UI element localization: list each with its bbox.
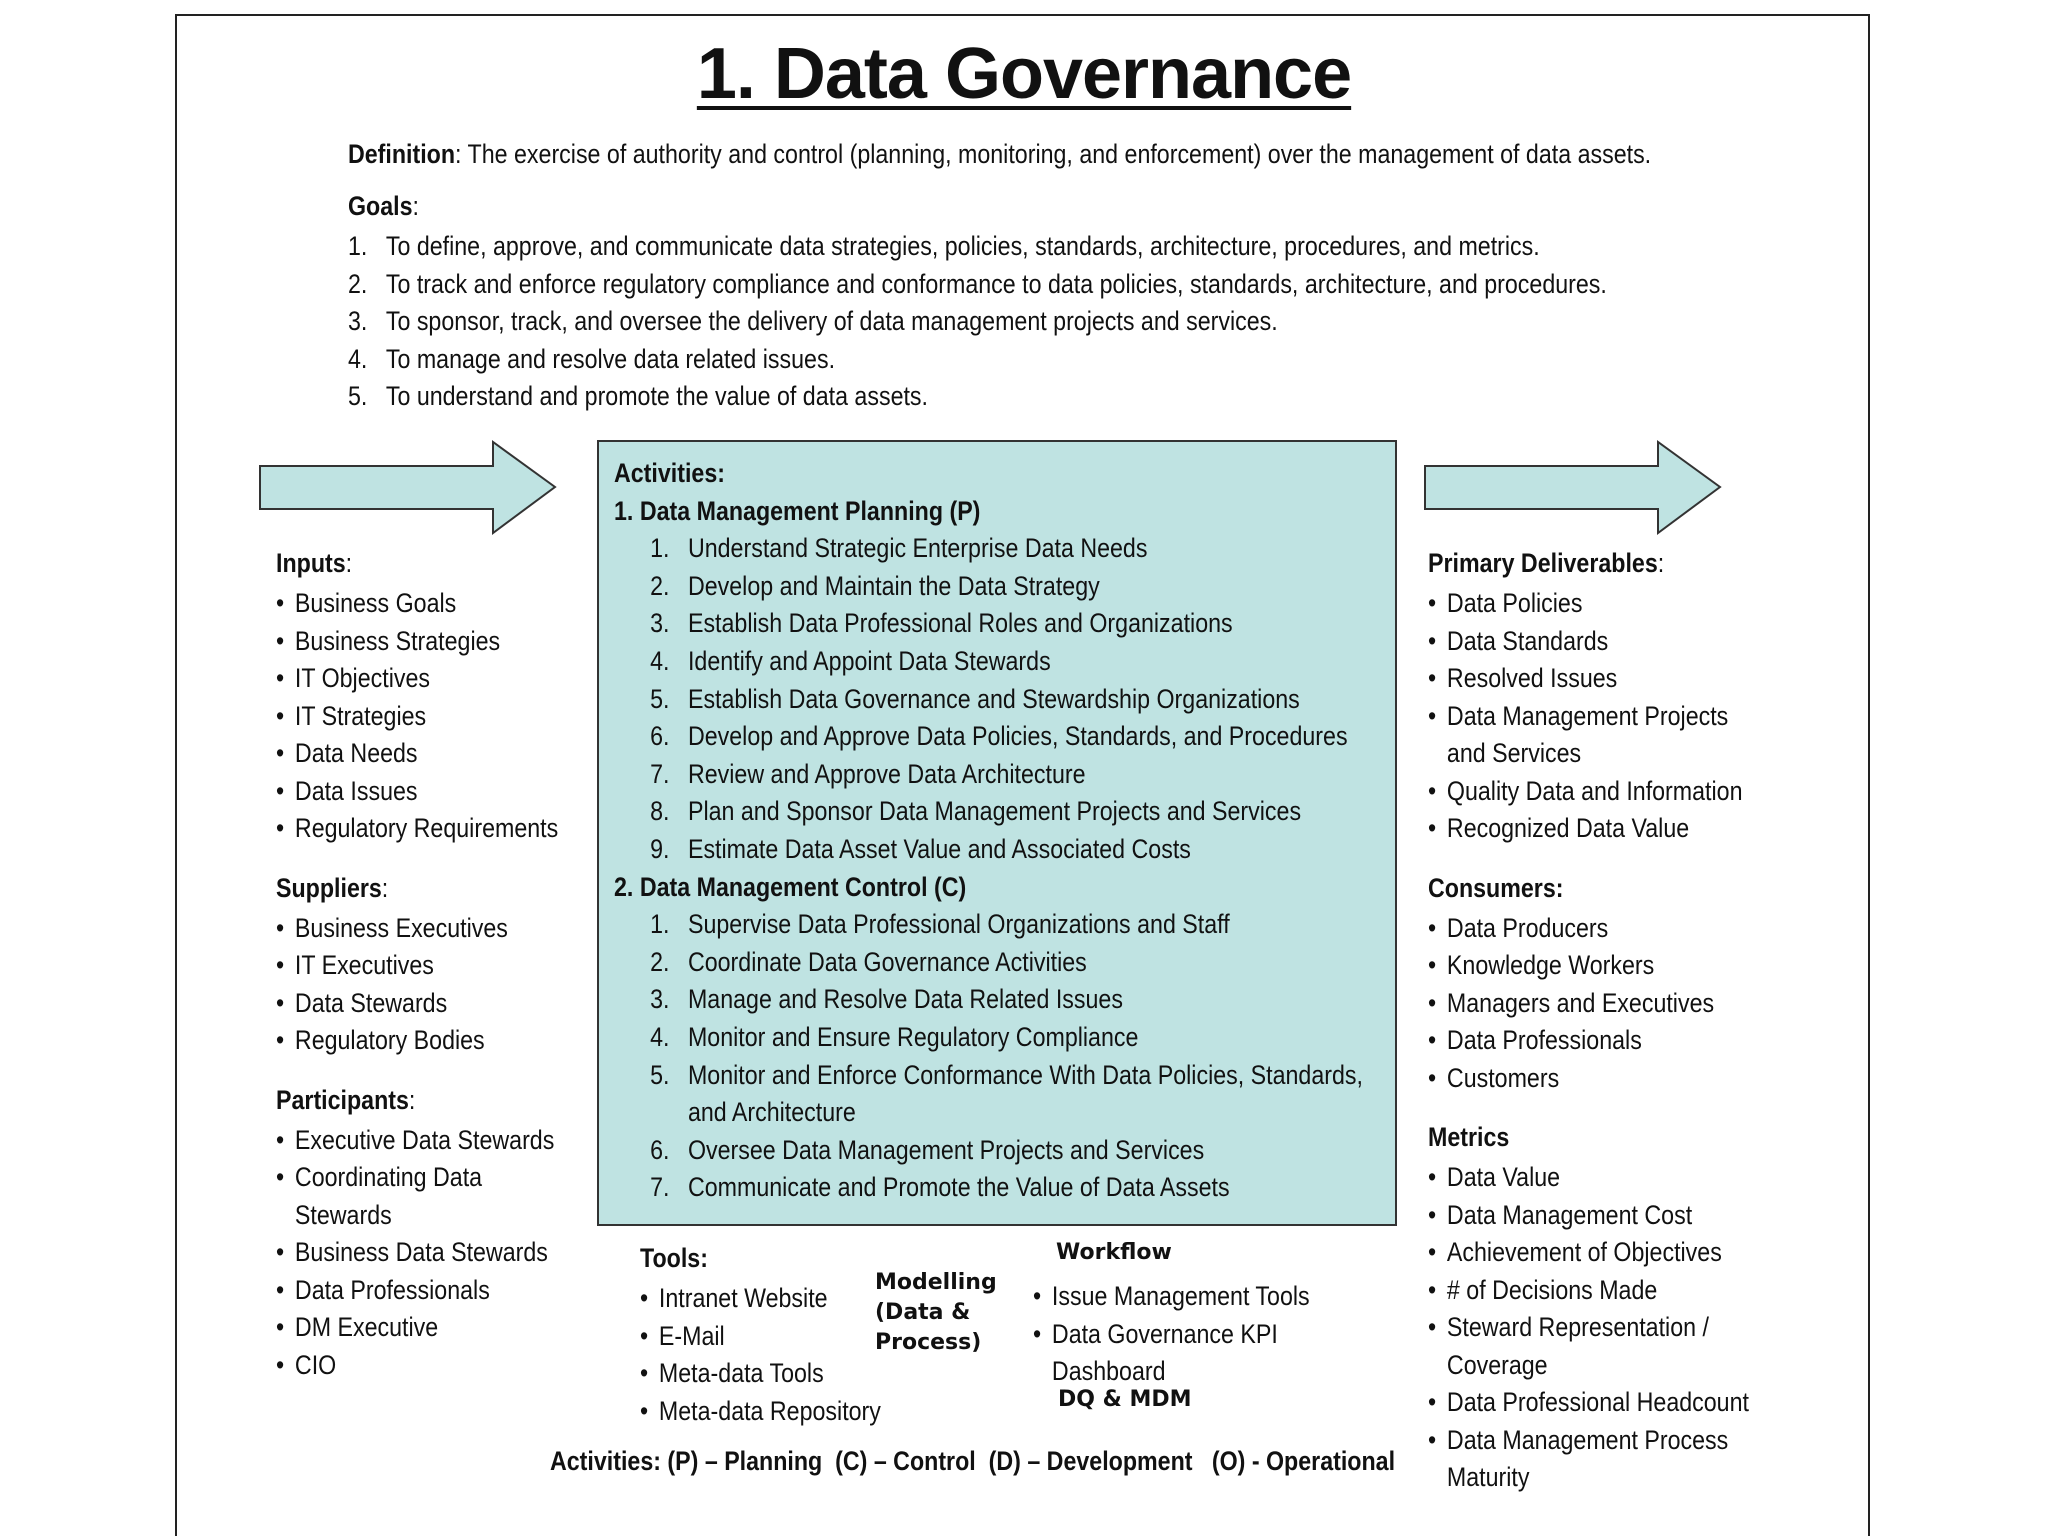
list-item: • Customers xyxy=(1428,1062,1560,1093)
list-item: • IT Strategies xyxy=(276,700,427,731)
participants-heading: Participants: xyxy=(276,1084,416,1115)
goal-item: 5. To understand and promote the value of data assets. xyxy=(348,381,929,411)
control-item: 7. Communicate and Promote the Value of Data Assets xyxy=(650,1172,1230,1203)
inputs-heading: Inputs: xyxy=(276,548,353,578)
list-item: • # of Decisions Made xyxy=(1428,1274,1658,1305)
frame-left-border xyxy=(175,14,177,1536)
list-item: • Data Issues xyxy=(276,775,418,806)
control-item-continuation: and Architecture xyxy=(687,1097,856,1128)
list-item: • Quality Data and Information xyxy=(1428,775,1743,806)
activities-legend: Activities: (P) – Planning (C) – Control (D) – Development (O) - Operational xyxy=(550,1446,1396,1476)
list-item: • Meta-data Tools xyxy=(640,1358,824,1388)
list-item: • Data Professionals xyxy=(1428,1025,1642,1055)
metrics-list xyxy=(1428,1159,1749,1497)
planning-item: 8. Plan and Sponsor Data Management Projects and Services xyxy=(650,796,1302,827)
list-item-continuation: Coverage xyxy=(1446,1349,1548,1380)
planning-item: 3. Establish Data Professional Roles and Organizations xyxy=(650,608,1233,639)
list-item: • IT Objectives xyxy=(276,663,430,693)
tools-section xyxy=(640,1240,881,1430)
list-item: • Data Management Projects xyxy=(1428,700,1729,731)
list-item-continuation: Stewards xyxy=(294,1199,392,1230)
frame-top-border xyxy=(175,14,1870,16)
activities-content xyxy=(614,455,1363,1207)
control-item: 5. Monitor and Enforce Conformance With Data Policies, Standards, xyxy=(650,1059,1363,1090)
planning-item: 7. Review and Approve Data Architecture xyxy=(650,758,1086,789)
consumers-heading: Consumers: xyxy=(1428,872,1564,903)
list-item: • Regulatory Bodies xyxy=(276,1025,485,1055)
list-item: • Business Strategies xyxy=(276,625,501,656)
list-item: • Data Governance KPI xyxy=(1033,1318,1278,1349)
list-item: • Data Professional Headcount xyxy=(1428,1387,1749,1417)
list-item: • Regulatory Requirements xyxy=(276,813,559,843)
list-item: • Data Management Process xyxy=(1428,1424,1729,1455)
list-item-continuation: Maturity xyxy=(1446,1462,1530,1492)
tools-heading: Tools: xyxy=(640,1243,708,1273)
goal-item: 4. To manage and resolve data related issues. xyxy=(348,343,836,374)
modelling-annotation: Modelling (Data & Process) xyxy=(875,1270,997,1355)
list-item: • Knowledge Workers xyxy=(1428,950,1655,980)
suppliers-heading: Suppliers: xyxy=(276,872,389,903)
tools-section-right xyxy=(1033,1278,1310,1391)
planning-item: 9. Estimate Data Asset Value and Associated Costs xyxy=(650,833,1191,864)
control-heading: 2. Data Management Control (C) xyxy=(614,871,967,902)
metrics-heading: Metrics xyxy=(1428,1122,1510,1152)
control-item: 4. Monitor and Ensure Regulatory Compliance xyxy=(650,1021,1139,1052)
list-item: • Data Needs xyxy=(276,738,418,768)
deliverables-heading: Primary Deliverables: xyxy=(1428,548,1665,578)
list-item: • Executive Data Stewards xyxy=(276,1124,555,1155)
list-item: • Data Value xyxy=(1428,1162,1561,1192)
list-item: • Managers and Executives xyxy=(1428,987,1715,1018)
goals-heading: Goals: xyxy=(348,191,419,221)
page-title: 1. Data Governance xyxy=(696,34,1352,114)
frame-right-border xyxy=(1868,14,1870,1536)
list-item: • CIO xyxy=(276,1349,337,1380)
inputs-list xyxy=(276,585,558,848)
goal-item: 1. To define, approve, and communicate data strategies, policies, standards, architecture, procedures, and metrics. xyxy=(348,231,1540,261)
list-item: • Resolved Issues xyxy=(1428,663,1618,693)
definition xyxy=(348,136,1651,173)
goal-item: 3. To sponsor, track, and oversee the delivery of data management projects and services. xyxy=(348,306,1278,336)
list-item: • Business Goals xyxy=(276,588,457,618)
list-item: • Achievement of Objectives xyxy=(1428,1237,1722,1267)
planning-item: 4. Identify and Appoint Data Stewards xyxy=(650,645,1051,676)
list-item: • Data Management Cost xyxy=(1428,1199,1693,1230)
list-item-continuation: and Services xyxy=(1446,738,1582,768)
activities-heading: Activities: xyxy=(614,458,725,488)
input-arrow-icon xyxy=(255,438,560,538)
list-item-continuation: Dashboard xyxy=(1051,1356,1166,1386)
goal-item: 2. To track and enforce regulatory compliance and conformance to data policies, standards, architecture, and procedures. xyxy=(348,268,1607,299)
goals-list xyxy=(348,228,1607,416)
planning-item: 5. Establish Data Governance and Stewardship Organizations xyxy=(650,683,1300,714)
control-item: 2. Coordinate Data Governance Activities xyxy=(650,946,1087,977)
suppliers-list xyxy=(276,910,558,1060)
list-item: • Recognized Data Value xyxy=(1428,813,1690,843)
list-item: • Meta-data Repository xyxy=(640,1395,881,1426)
definition-label: Definition xyxy=(348,139,456,169)
list-item: • Intranet Website xyxy=(640,1283,828,1313)
planning-item: 6. Develop and Approve Data Policies, Standards, and Procedures xyxy=(650,721,1348,752)
list-item: • IT Executives xyxy=(276,950,434,980)
list-item: • E-Mail xyxy=(640,1320,725,1351)
dq-mdm-annotation: DQ & MDM xyxy=(1058,1387,1192,1412)
list-item: • Data Standards xyxy=(1428,625,1609,656)
control-item: 6. Oversee Data Management Projects and Services xyxy=(650,1134,1205,1165)
left-column xyxy=(276,545,558,1384)
control-item: 3. Manage and Resolve Data Related Issues xyxy=(650,984,1123,1015)
participants-list xyxy=(276,1122,558,1385)
list-item: • Data Producers xyxy=(1428,912,1609,943)
control-item: 1. Supervise Data Professional Organizations and Staff xyxy=(650,909,1230,940)
list-item: • Business Data Stewards xyxy=(276,1237,548,1267)
workflow-annotation: Workflow xyxy=(1056,1240,1172,1265)
output-arrow-icon xyxy=(1420,438,1725,538)
list-item: • Steward Representation / xyxy=(1428,1312,1709,1342)
planning-item: 2. Develop and Maintain the Data Strategy xyxy=(650,570,1100,601)
tools-list-right xyxy=(1033,1278,1310,1391)
list-item: • Coordinating Data xyxy=(276,1162,483,1192)
list-item: • Data Professionals xyxy=(276,1274,490,1305)
consumers-list xyxy=(1428,910,1749,1098)
planning-heading: 1. Data Management Planning (P) xyxy=(614,495,981,526)
planning-item: 1. Understand Strategic Enterprise Data Needs xyxy=(650,533,1148,564)
right-column xyxy=(1428,545,1749,1497)
list-item: • Data Policies xyxy=(1428,588,1583,618)
definition-text: : The exercise of authority and control (planning, monitoring, and enforcement) over the management of data assets. xyxy=(455,139,1652,169)
list-item: • DM Executive xyxy=(276,1312,439,1342)
deliverables-list xyxy=(1428,585,1749,848)
list-item: • Data Stewards xyxy=(276,987,448,1018)
tools-list xyxy=(640,1280,881,1430)
list-item: • Issue Management Tools xyxy=(1033,1281,1310,1311)
list-item: • Business Executives xyxy=(276,912,508,943)
